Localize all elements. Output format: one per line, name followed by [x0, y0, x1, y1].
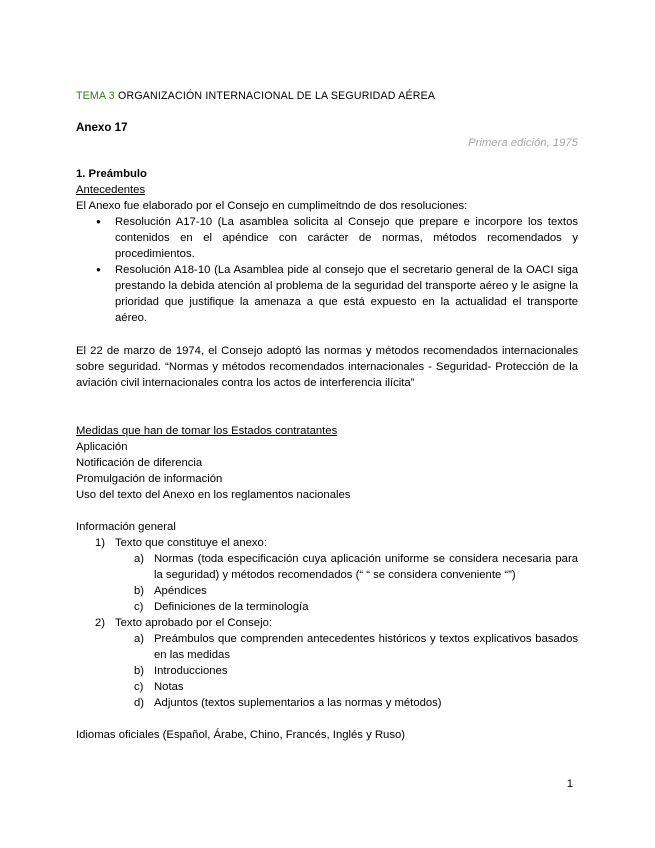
- list-letter: a): [134, 553, 145, 565]
- section-title: Texto aprobado por el Consejo:: [115, 617, 273, 629]
- adoption-paragraph: El 22 de marzo de 1974, el Consejo adoptó las normas y métodos recomendados internacionales sobre seguridad. “Normas y métodos recomendados internacionales - Seguridad- Protección de la aviación civil internacionales contra los actos de interferencia ilícita”: [76, 345, 578, 389]
- sublist: [115, 551, 578, 615]
- list-letter: d): [134, 697, 145, 709]
- preamble-section: [76, 166, 578, 326]
- list-item: ● Resolución A18-10 (La Asamblea pide al consejo que el secretario general de la OACI siga prestando la debida atención al problema de la seguridad del transporte aéreo y le asigne la prioridad que justifique la amenaza a que está expuesto en la actualidad el transporte aéreo.: [76, 262, 578, 326]
- list-letter: a): [134, 633, 145, 645]
- list-item: [115, 631, 578, 663]
- list-letter: c): [134, 681, 144, 693]
- list-letter: b): [134, 585, 145, 597]
- list-item-text: Normas (toda especificación cuya aplicación uniforme se considera necesaria para la seguridad) y métodos recomendados (“ “ se considera conveniente “”): [154, 553, 578, 581]
- measures-heading: Medidas que han de tomar los Estados contratantes: [76, 425, 338, 437]
- official-languages: Idiomas oficiales (Español, Árabe, Chino, Francés, Inglés y Ruso): [76, 729, 406, 741]
- preamble-heading: 1. Preámbulo: [76, 168, 147, 180]
- general-info-list: [76, 535, 578, 711]
- preamble-intro: El Anexo fue elaborado por el Consejo en cumplimeitndo de dos resoluciones:: [76, 200, 468, 212]
- section-title: Texto que constituye el anexo:: [115, 537, 267, 549]
- list-item: Notificación de diferencia: [76, 457, 203, 469]
- list-item-text: Definiciones de la terminología: [154, 601, 309, 613]
- list-item-text: Introducciones: [154, 665, 228, 677]
- list-item: [115, 695, 578, 711]
- list-number: 2): [95, 617, 106, 629]
- list-item: Aplicación: [76, 441, 128, 453]
- list-item: [115, 679, 578, 695]
- general-info-heading: Información general: [76, 521, 176, 533]
- list-item: [115, 599, 578, 615]
- annex-title: Anexo 17: [76, 121, 128, 134]
- topic-title: ORGANIZACIÓN INTERNACIONAL DE LA SEGURIDAD AÉREA: [118, 90, 436, 102]
- topic-header: [76, 88, 578, 104]
- list-item-text: Preámbulos que comprenden antecedentes históricos y textos explicativos basados en las medidas: [154, 633, 578, 661]
- page-number: 1: [566, 778, 573, 790]
- list-item: [115, 583, 578, 599]
- antecedentes-heading: Antecedentes: [76, 184, 146, 196]
- sublist: [115, 631, 578, 711]
- measures-section: [76, 423, 578, 503]
- list-item: ● Resolución A17-10 (La asamblea solicita al Consejo que prepare e incorpore los textos contenidos en el apéndice con carácter de normas, métodos recomendados y procedimientos.: [76, 214, 578, 262]
- list-item-text: Adjuntos (textos suplementarios a las normas y métodos): [154, 697, 442, 709]
- list-letter: c): [134, 601, 144, 613]
- list-item: Uso del texto del Anexo en los reglamentos nacionales: [76, 489, 351, 501]
- list-item: Promulgación de información: [76, 473, 223, 485]
- list-item: [115, 663, 578, 679]
- list-item: [76, 535, 578, 615]
- edition-note: Primera edición, 1975: [468, 137, 578, 149]
- list-item-text: Apéndices: [154, 585, 207, 597]
- list-letter: b): [134, 665, 145, 677]
- list-item: [76, 615, 578, 711]
- list-item: [115, 551, 578, 583]
- topic-number: TEMA 3: [76, 90, 115, 102]
- list-number: 1): [95, 537, 106, 549]
- general-info-section: [76, 519, 578, 711]
- list-item-text: Notas: [154, 681, 184, 693]
- resolutions-list: [76, 214, 578, 326]
